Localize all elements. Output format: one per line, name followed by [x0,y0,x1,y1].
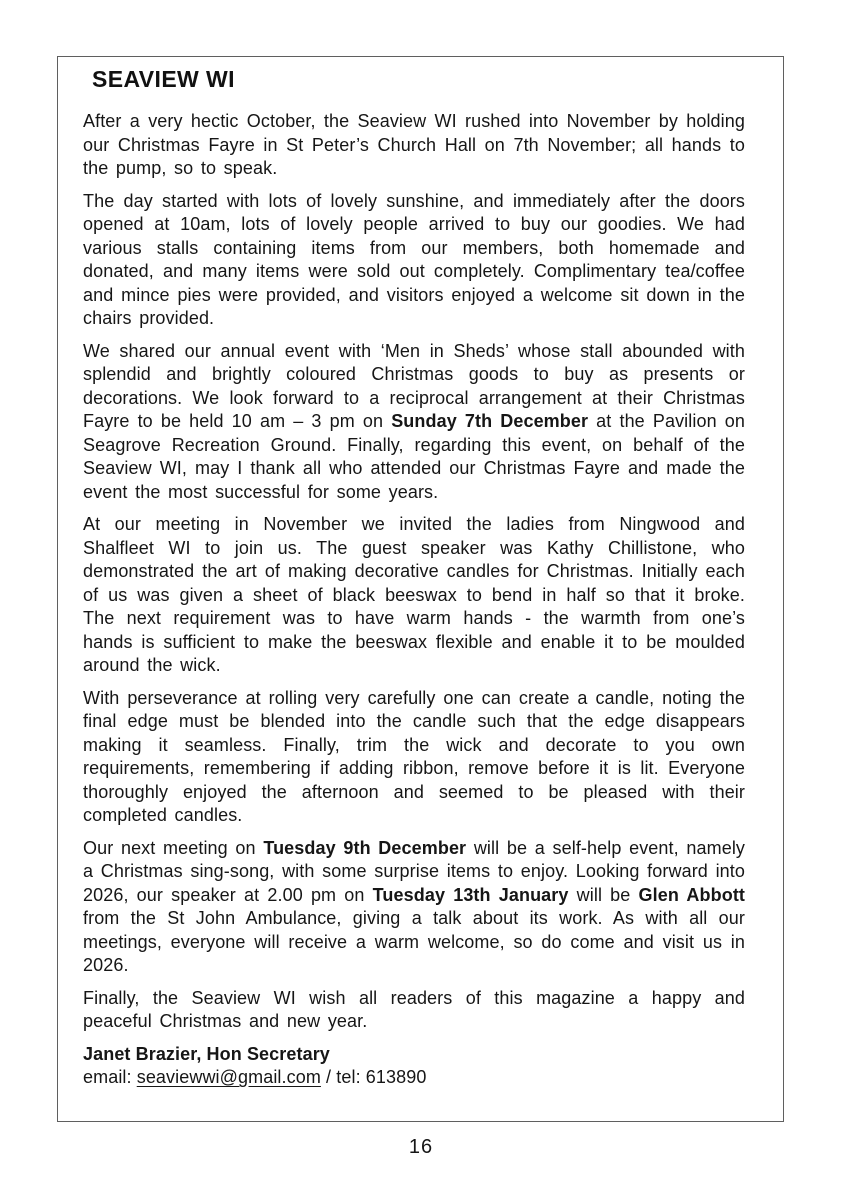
text-run: will be [568,884,639,905]
text-run: With perseverance at rolling very carefully one can create a candle, noting the final edge must be blended into the candle such that the edge disappears making it seamless. Finally, trim the wick and decorate to you own requirements, remembering if adding ribbon, remove before it is lit. Everyone thoroughly enjoyed the afternoon and seemed to be pleased with their completed candles. [83,687,745,825]
page-number: 16 [408,1136,434,1158]
text-run: will be a self-help event, namely a Christmas sing-song, with some surprise items to enjoy. Looking forward into 2026, our speaker at 2.00 pm on [83,837,746,905]
bold-text-run: Glen Abbott [638,884,746,905]
text-run: from the St John Ambulance, giving a talk about its work. As with all our meetings, everyone will receive a warm welcome, so do come and visit us in 2026. [83,908,745,975]
signature-name: Janet Brazier, Hon Secretary [83,1043,330,1064]
signature-block [83,1043,745,1090]
text-run: Our next meeting on [83,837,264,858]
paragraph [83,837,745,978]
paragraph [83,340,745,505]
bold-text-run: Tuesday 13th January [372,884,569,905]
paragraph [83,110,745,181]
paragraph [83,513,745,678]
article-title: SEAVIEW WI [92,66,235,92]
text-run: At our meeting in November we invited the ladies from Ningwood and Shalfleet WI to join us. The guest speaker was Kathy Chillistone, who demonstrated the art of making decorative candles for Christmas. Initially each of us was given a sheet of black beeswax to bend in half so that it broke. The next requirement was to have warm hands - the warmth from one’s hands is sufficient to make the beeswax flexible and enable it to be moulded around the wick. [83,514,745,675]
paragraph [83,687,745,828]
text-run: The day started with lots of lovely sunshine, and immediately after the doors opened at 10am, lots of lovely people arrived to buy our goodies. We had various stalls containing items from our members, both homemade and donated, and many items were sold out completely. Complimentary tea/coffee and mince pies were provided, and visitors enjoyed a welcome sit down in the chairs provided. [83,190,745,328]
text-run: Finally, the Seaview WI wish all readers of this magazine a happy and peaceful Christmas and new year. [83,987,745,1031]
paragraph [83,987,745,1034]
bold-text-run: Sunday 7th December [391,411,589,431]
article-body [83,110,745,1034]
paragraph [83,190,745,331]
telephone-text: / tel: 613890 [320,1067,427,1087]
text-run: After a very hectic October, the Seaview WI rushed into November by holding our Christmas Fayre in St Peter’s Church Hall on 7th November; all hands to the pump, so to speak. [83,111,745,178]
contact-line [83,1067,426,1087]
text-run: We shared our annual event with ‘Men in Sheds’ whose stall abounded with splendid and brightly coloured Christmas goods to buy as presents or decorations. We look forward to a reciprocal arrangement at their Christmas Fayre to be held 10 am – 3 pm on [83,340,745,431]
article-box [57,56,784,1122]
text-run: at the Pavilion on Seagrove Recreation Ground. Finally, regarding this event, on behalf of the Seaview WI, may I thank all who attended our Christmas Fayre and made the event the most successful for some years. [83,411,745,502]
email-link[interactable]: seaviewwi@gmail.com [136,1067,321,1087]
bold-text-run: Tuesday 9th December [263,837,467,858]
email-label: email: [83,1067,137,1087]
